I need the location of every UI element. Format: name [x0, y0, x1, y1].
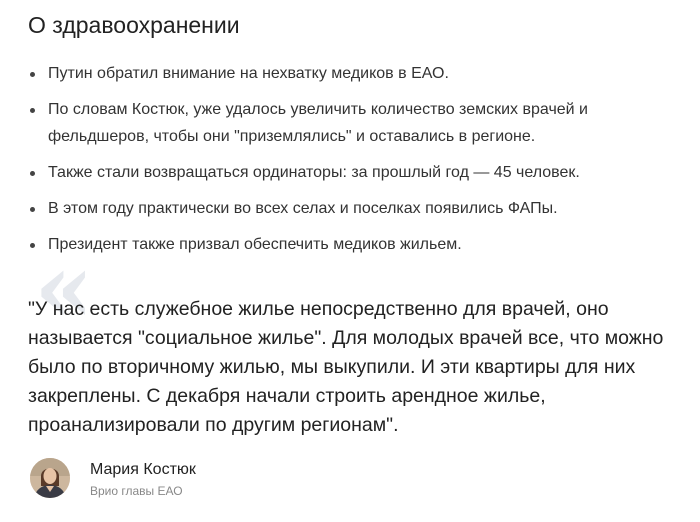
bullet-item [28, 96, 678, 150]
bullet-dot-icon [30, 108, 35, 113]
bullet-text: Путин обратил внимание на нехватку медиков в ЕАО. [48, 65, 449, 82]
person-icon [30, 458, 70, 498]
quote-author [28, 458, 428, 502]
bullet-dot-icon [30, 72, 35, 77]
bullet-item [28, 60, 678, 87]
quote-text: "У нас есть служебное жилье непосредственно для врачей, оно называется "социальное жилье". Для молодых врачей все, что можно было по вторичному жилью, мы выкупили. И эти квартиры для них закреплены. С декабря начали строить арендное жилье, проанализировали по другим регионам". [28, 298, 664, 436]
bullet-dot-icon [30, 171, 35, 176]
author-name: Мария Костюк [90, 461, 196, 478]
bullet-text: По словам Костюк, уже удалось увеличить количество земских врачей и фельдшеров, чтобы они "приземлялись" и оставались в регионе. [48, 101, 588, 145]
bullet-dot-icon [30, 207, 35, 212]
bullet-text: Президент также призвал обеспечить медиков жильем. [48, 236, 462, 253]
section-heading: О здравоохранении [28, 12, 240, 38]
bullet-list [28, 60, 678, 267]
bullet-text: Также стали возвращаться ординаторы: за прошлый год — 45 человек. [48, 164, 580, 181]
quote-mark-icon: « [34, 231, 86, 344]
avatar [30, 458, 70, 498]
bullet-item [28, 159, 678, 186]
bullet-item [28, 195, 678, 222]
author-role: Врио главы ЕАО [90, 484, 183, 498]
bullet-item [28, 231, 678, 258]
bullet-text: В этом году практически во всех селах и поселках появились ФАПы. [48, 200, 558, 217]
